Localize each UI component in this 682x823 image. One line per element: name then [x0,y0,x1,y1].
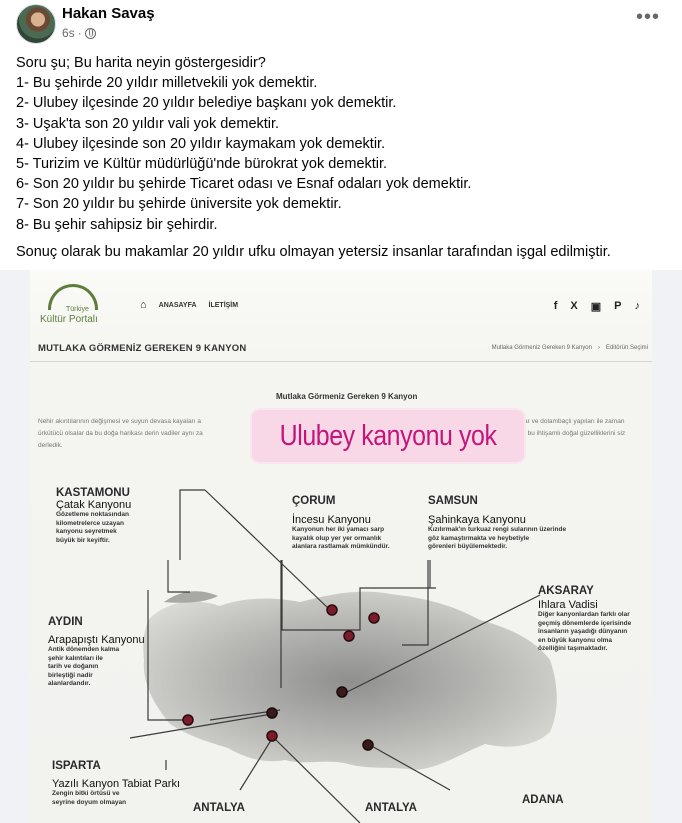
marker-aydin [183,715,193,725]
label-corum: ÇORUM İncesu Kanyonu Kanyonun her iki yamacı sarp kayalık olup yer yer ormanlık alanlara rastlamak mümkündür. [292,495,390,550]
kultur-portali-logo: Türkiye Kültür Portalı [38,280,116,334]
ulubey-sticker: Ulubey kanyonu yok [252,410,524,462]
post-line: 2- Ulubey ilçesinde 20 yıldır belediye başkanı yok demektir. [16,95,397,112]
article-title: Mutlaka Görmeniz Gereken 9 Kanyon [276,392,418,401]
breadcrumb: Mutlaka Görmeniz Gereken 9 Kanyon › Editörün Seçimi [491,345,648,351]
divider [30,361,652,362]
post-time[interactable]: 6s [62,26,75,40]
post-line: 4- Ulubey ilçesinde son 20 yıldır kaymakam yok demektir. [16,135,386,152]
instagram-icon: ▣ [590,301,602,313]
label-kastamonu: KASTAMONU Çatak Kanyonu Gözetleme noktasından kilometrelerce uzayan kanyonu seyretmek büyük bir keyiftir. [56,487,132,544]
marker-samsun [369,613,379,623]
post-line: 3- Uşak'ta son 20 yıldır vali yok demektir. [16,115,280,132]
home-icon: ⌂ [140,299,147,311]
screenshot-image [30,270,652,823]
marker-isparta [267,708,277,718]
avatar[interactable] [16,4,56,44]
turkey-map [30,470,652,823]
post-line: 7- Son 20 yıldır bu şehirde üniversite yok demektir. [16,196,342,213]
marker-kastamonu [327,605,337,615]
label-antalya-2: ANTALYA [365,802,417,814]
label-samsun: SAMSUN Şahinkaya Kanyonu Kızılırmak'ın turkuaz rengi sularının üzerinde göz kamaştırmakta ve heybetiyle görenleri büyülemektedir. [428,495,567,550]
post-line: 8- Bu şehir sahipsiz bir şehirdir. [16,216,218,233]
post-header [16,4,666,44]
more-options-icon[interactable]: ••• [635,6,660,28]
article-intro-right: ar ve dolambaçlı yapıları ile zaman , bu ihtişamlı doğal güzelliklerini siz [524,418,626,437]
x-icon: X [570,300,578,312]
post-line: 1- Bu şehirde 20 yıldır milletvekili yok demektir. [16,75,318,92]
marker-adana [363,740,373,750]
label-antalya-1: ANTALYA [193,802,245,814]
label-aydin: AYDIN Arapapıştı Kanyonu Antik dönemden kalma şehir kalıntıları ile tarih ve doğanın birleştiği nadir alanlardandır. [48,616,145,687]
post-conclusion: Sonuç olarak bu makamlar 20 yıldır ufku olmayan yetersiz insanlar tarafından işgal edilmiştir. [16,243,611,260]
post-body [16,53,666,262]
site-nav: ⌂ ANASAYFA İLETİŞİM [140,299,239,311]
article-intro: Nehir akıntılarının değişmesi ve suyun devasa kayaları a ürkütücü olsalar da bu doğa harikası derin vadiler aynı za derledik. [38,418,203,449]
post-line: Soru şu; Bu harita neyin göstergesidir? [16,55,266,71]
author-name[interactable]: Hakan Savaş [62,5,155,22]
pinterest-icon: P [614,300,622,312]
post-meta: 6s · [62,26,96,40]
site-page-title: MUTLAKA GÖRMENİZ GEREKEN 9 KANYON [38,343,247,354]
marker-antalya [267,731,277,741]
facebook-icon: f [553,300,558,312]
post-photo[interactable] [0,270,682,823]
tiktok-icon: ♪ [634,300,640,312]
label-aksaray: AKSARAY Ihlara Vadisi Diğer kanyonlardan farklı olar geçmiş dönemlerde içerisinde insanların yaşadığı dünyanın en büyük kanyonu olma özelliğini taşımaktadır. [538,585,632,652]
post-line: 6- Son 20 yıldır bu şehirde Ticaret odası ve Esnaf odaları yok demektir. [16,176,472,193]
post-line: 5- Turizim ve Kültür müdürlüğü'nde bürokrat yok demektir. [16,156,388,173]
label-isparta: ISPARTA Yazılı Kanyon Tabiat Parkı Zengin bitki örtüsü ve seyrine doyum olmayan [52,760,180,806]
marker-corum [344,631,354,641]
social-icons [554,300,640,313]
marker-aksaray [337,687,347,697]
globe-icon [85,28,96,39]
label-adana: ADANA [522,794,564,806]
